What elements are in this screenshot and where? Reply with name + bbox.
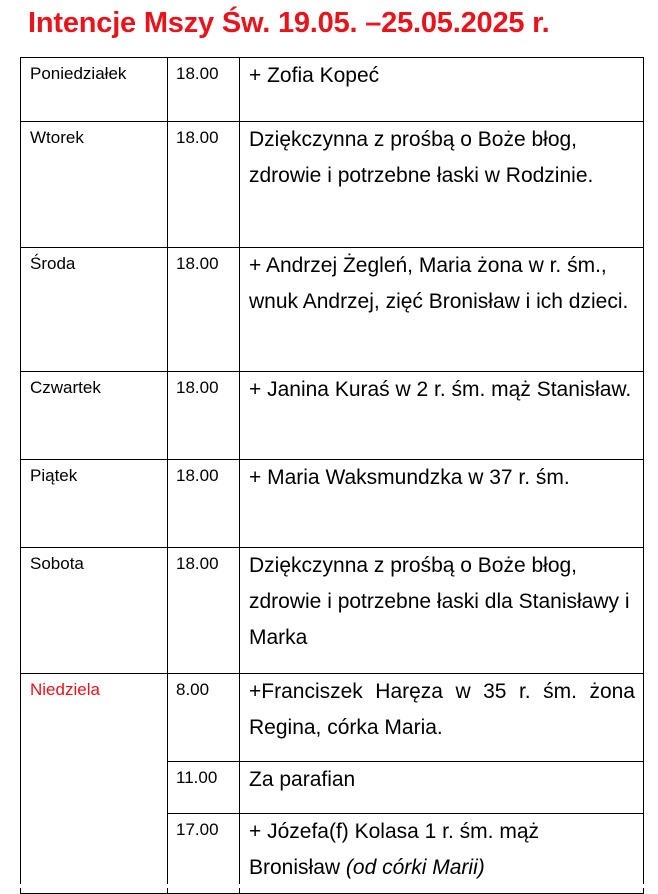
- intention-cell: + Janina Kuraś w 2 r. śm. mąż Stanisław.: [240, 372, 644, 460]
- table-row: [21, 548, 644, 674]
- table-row: [21, 248, 644, 372]
- intention-cell: +Franciszek Haręza w 35 r. śm. żona Regina, córka Maria.: [240, 674, 644, 762]
- intention-note: (od córki Marii): [345, 856, 485, 879]
- time-cell: 11.00: [168, 762, 240, 814]
- time-cell: 17.00: [168, 814, 240, 894]
- day-cell: Poniedziałek: [21, 58, 168, 122]
- page-bottom-edge: [0, 884, 658, 888]
- table-row: [21, 674, 644, 762]
- intention-cell: + Andrzej Żegleń, Maria żona w r. śm., wnuk Andrzej, zięć Bronisław i ich dzieci.: [240, 248, 644, 372]
- intention-cell: Dziękczynna z prośbą o Boże błog, zdrowie i potrzebne łaski w Rodzinie.: [240, 122, 644, 248]
- time-cell: 18.00: [168, 122, 240, 248]
- day-cell: Wtorek: [21, 122, 168, 248]
- time-cell: 18.00: [168, 460, 240, 548]
- table-row: [21, 372, 644, 460]
- time-cell: 18.00: [168, 372, 240, 460]
- intention-cell: [240, 814, 644, 894]
- intention-cell: + Zofia Kopeć: [240, 58, 644, 122]
- intention-cell: Za parafian: [240, 762, 644, 814]
- day-cell: Czwartek: [21, 372, 168, 460]
- table-row: [21, 122, 644, 248]
- table-row: [21, 58, 644, 122]
- day-cell: Środa: [21, 248, 168, 372]
- day-cell: Sobota: [21, 548, 168, 674]
- page-title: Intencje Mszy Św. 19.05. –25.05.2025 r.: [28, 7, 550, 39]
- day-cell: Piątek: [21, 460, 168, 548]
- time-cell: 18.00: [168, 58, 240, 122]
- intention-cell: Dziękczynna z prośbą o Boże błog, zdrowie i potrzebne łaski dla Stanisławy i Marka: [240, 548, 644, 674]
- time-cell: 18.00: [168, 548, 240, 674]
- time-cell: 18.00: [168, 248, 240, 372]
- intention-text: + Józefa(f) Kolasa 1 r. śm. mąż Bronisław: [249, 820, 540, 879]
- table-row: [21, 460, 644, 548]
- time-cell: 8.00: [168, 674, 240, 762]
- sunday-day-cell: Niedziela: [21, 674, 168, 894]
- mass-intentions-table: [20, 57, 644, 894]
- intention-cell: + Maria Waksmundzka w 37 r. śm.: [240, 460, 644, 548]
